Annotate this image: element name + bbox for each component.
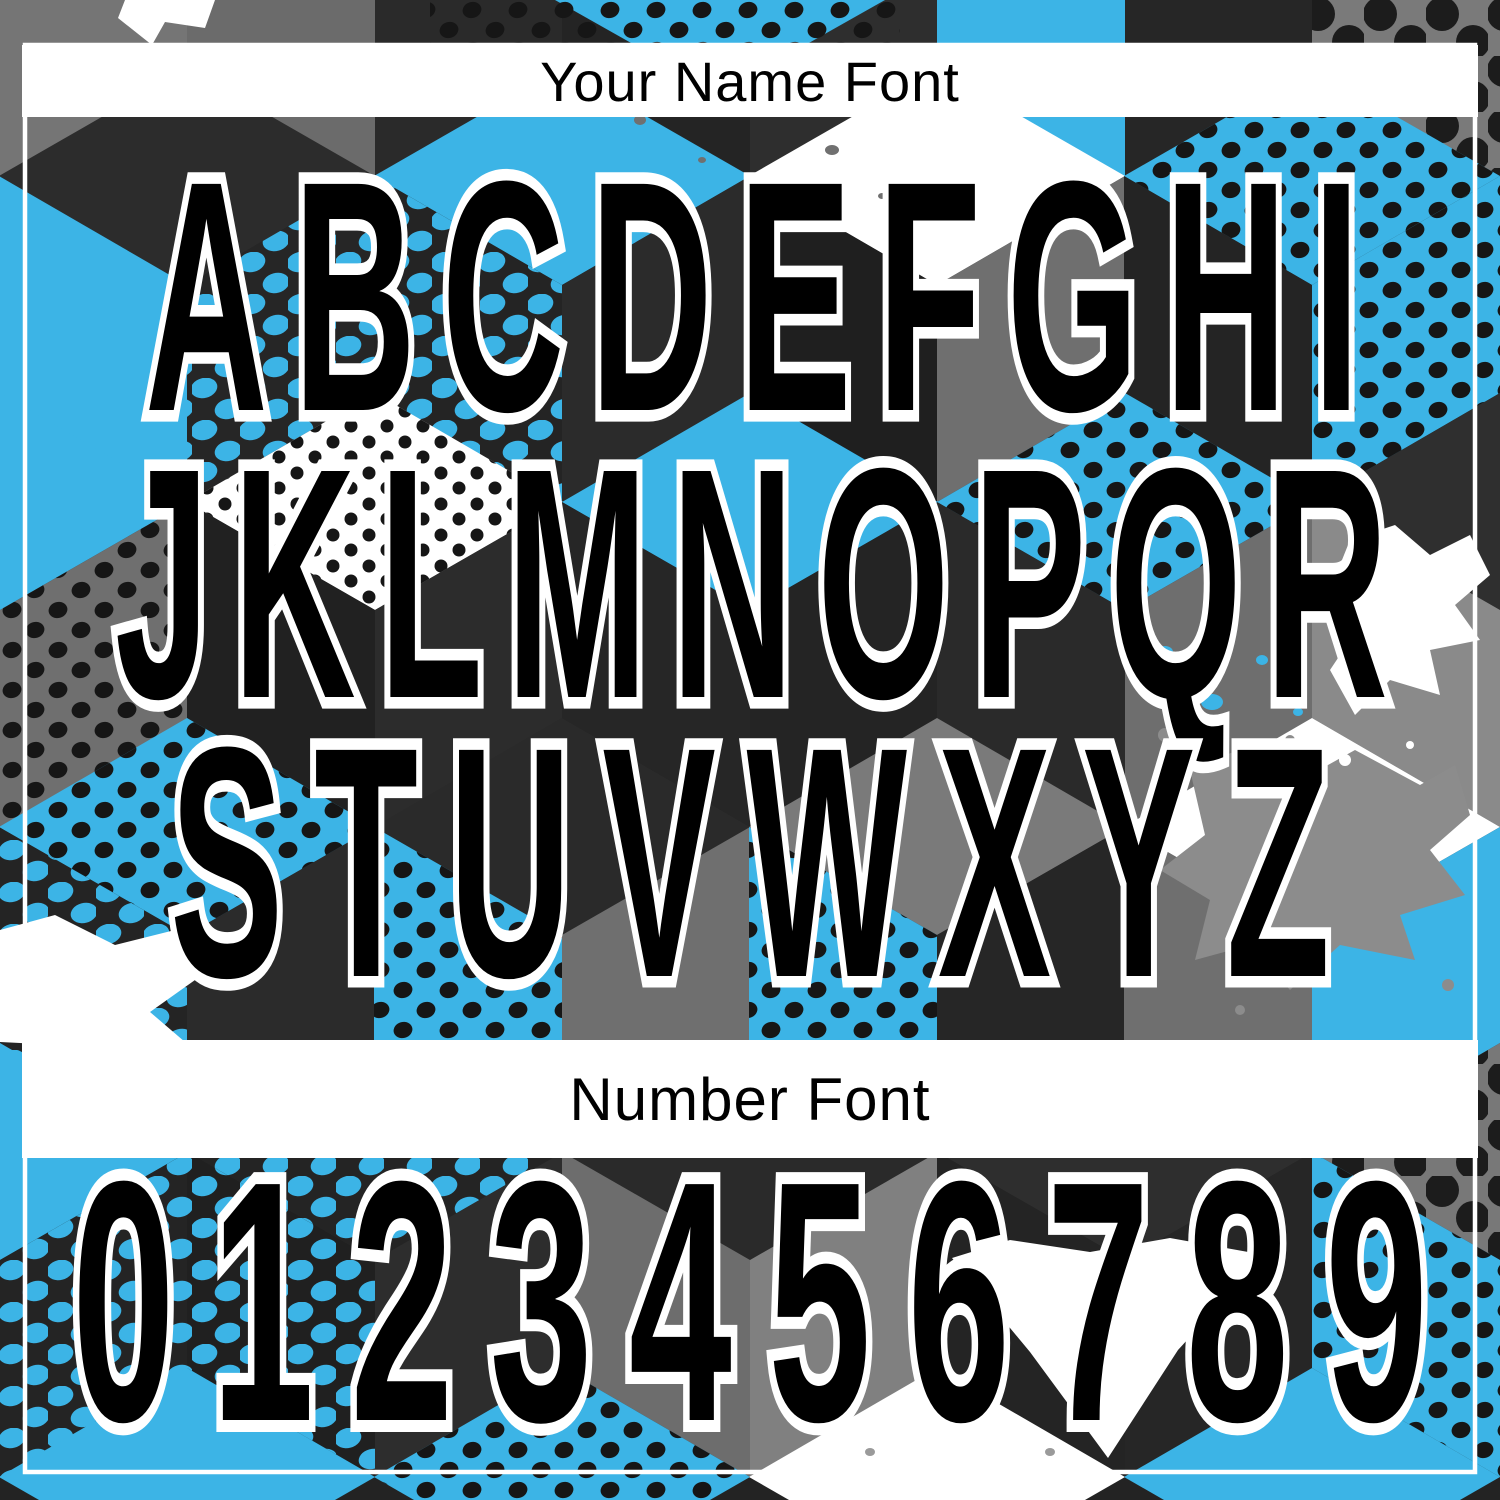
numbers-row: 0123456789 (72, 1111, 1428, 1494)
letters-row-2: JKLMNOPQR (115, 400, 1388, 768)
number-font-label: Number Font (569, 1065, 931, 1133)
letters-row-1: ABCDEFGHI (145, 113, 1360, 481)
letters-row-3: STUVWXYZ (170, 679, 1330, 1047)
name-font-label: Your Name Font (540, 49, 960, 113)
